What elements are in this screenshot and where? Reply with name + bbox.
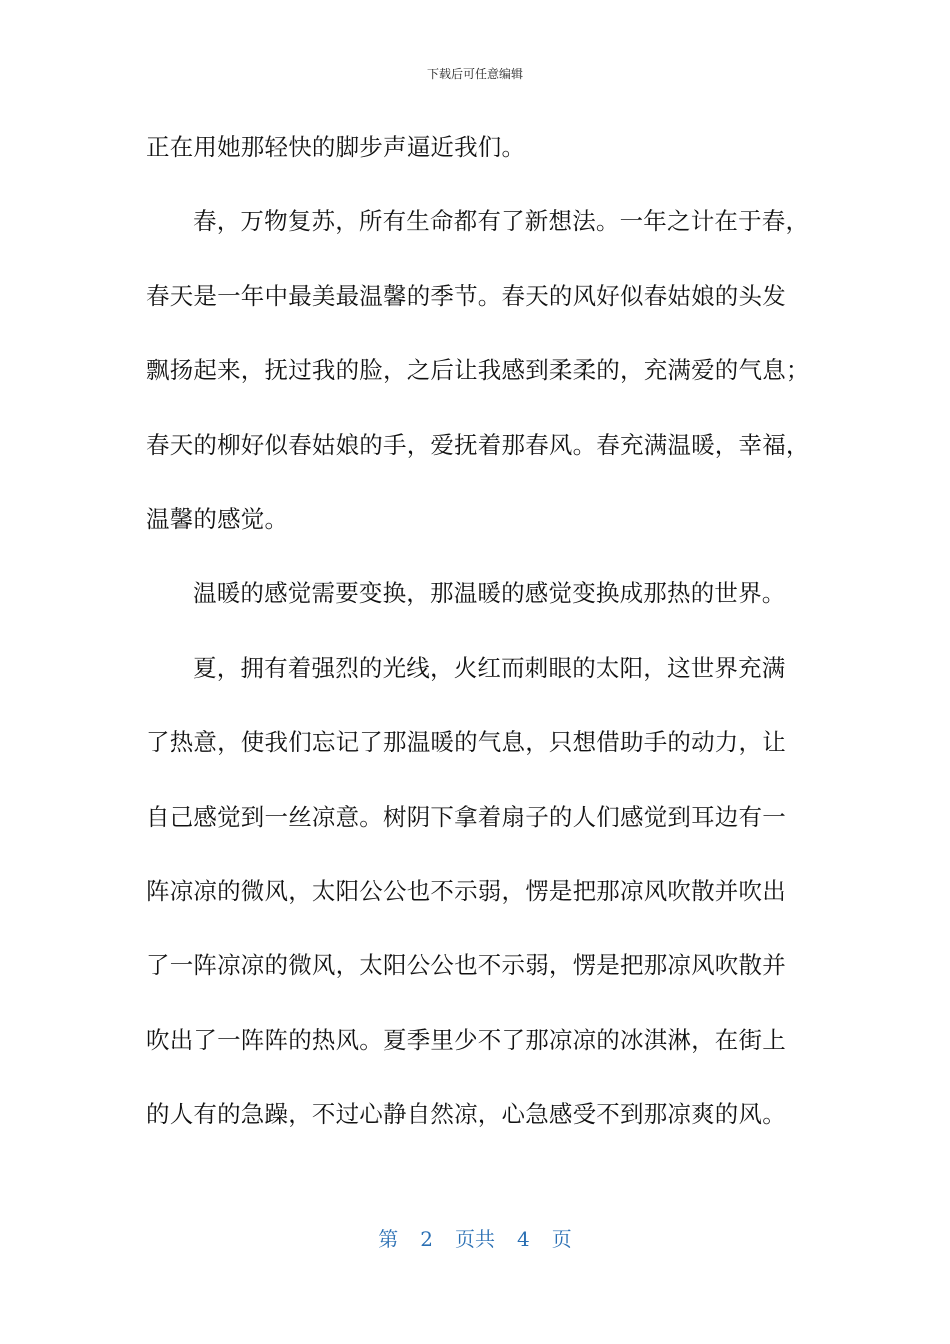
footer-total-pages: 4 (517, 1227, 530, 1251)
text-line: 阵凉凉的微风，太阳公公也不示弱，愣是把那凉风吹散并吹出 (146, 876, 786, 905)
footer-prefix: 第 (378, 1227, 399, 1251)
text-line: 了一阵凉凉的微风，太阳公公也不示弱，愣是把那凉风吹散并 (146, 951, 786, 980)
text-line: 吹出了一阵阵的热风。夏季里少不了那凉凉的冰淇淋，在街上 (146, 1025, 786, 1054)
text-line: 春天是一年中最美最温馨的季节。春天的风好似春姑娘的头发 (146, 281, 786, 310)
text-line: 温暖的感觉需要变换，那温暖的感觉变换成那热的世界。 (193, 579, 786, 608)
footer-middle: 页共 (455, 1227, 495, 1251)
footer-suffix: 页 (551, 1227, 572, 1251)
text-line: 的人有的急躁，不过心静自然凉，心急感受不到那凉爽的风。 (146, 1100, 786, 1129)
text-line: 飘扬起来，抚过我的脸，之后让我感到柔柔的，充满爱的气息； (146, 356, 810, 385)
text-line: 春天的柳好似春姑娘的手，爱抚着那春风。春充满温暖，幸福， (146, 430, 810, 459)
footer-current-page: 2 (420, 1227, 433, 1251)
text-line: 正在用她那轻快的脚步声逼近我们。 (146, 133, 526, 161)
text-line: 了热意，使我们忘记了那温暖的气息，只想借助手的动力，让 (146, 728, 786, 757)
text-line: 春，万物复苏，所有生命都有了新想法。一年之计在于春， (193, 207, 810, 236)
document-body (146, 120, 810, 1161)
page-header: 下载后可任意编辑 (426, 67, 523, 81)
text-line: 自己感觉到一丝凉意。树阴下拿着扇子的人们感觉到耳边有一 (146, 802, 786, 831)
page-footer (0, 1225, 950, 1253)
text-line: 温馨的感觉。 (146, 504, 289, 533)
text-line: 夏，拥有着强烈的光线，火红而刺眼的太阳，这世界充满 (193, 653, 786, 682)
